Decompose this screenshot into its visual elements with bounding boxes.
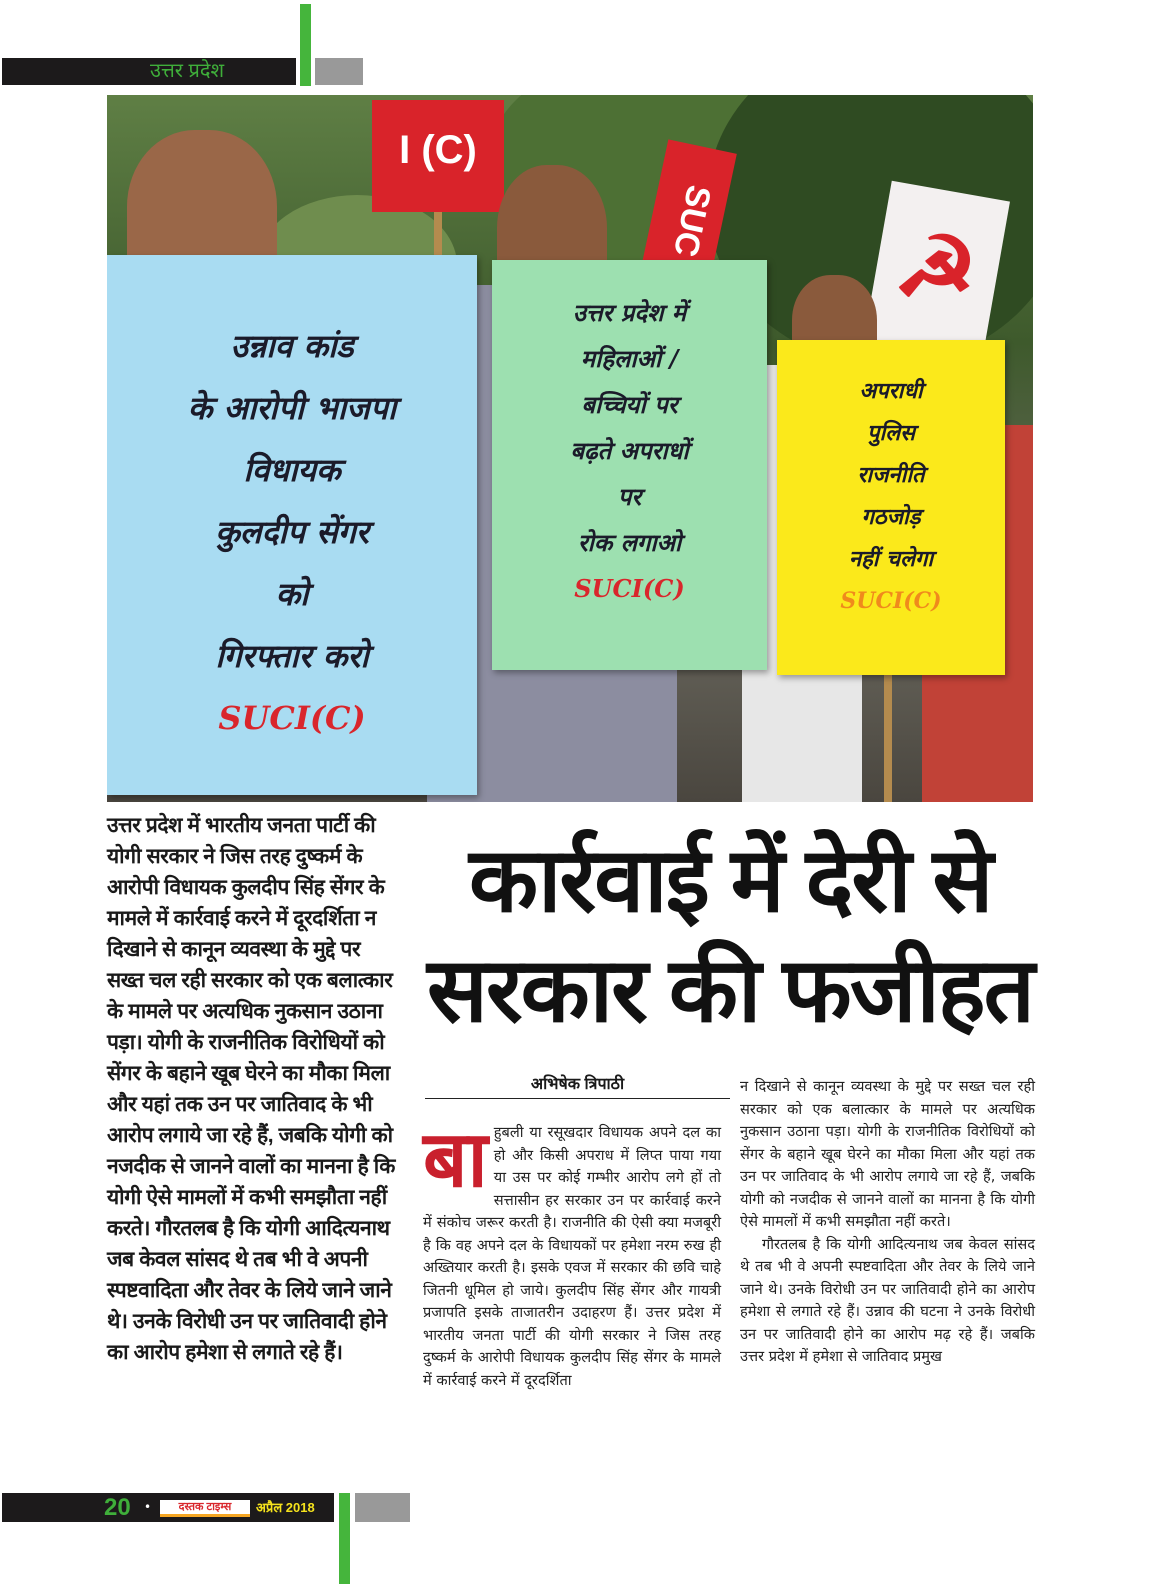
- flag-sign: ☭: [864, 181, 1010, 359]
- footer-bullet: •: [144, 1500, 152, 1514]
- drop-cap: बा: [423, 1115, 488, 1203]
- placard-green: उत्तर प्रदेश में महिलाओं / बच्चियों पर बढ़ते अपराधों पर रोक लगाओ SUCI(C): [492, 260, 767, 670]
- body-paragraph: गौरतलब है कि योगी आदित्यनाथ जब केवल सांसद थे तब भी वे अपनी स्पष्टवादिता और तेवर के लिये जाने जाने थे। उनके विरोधी उन पर जातिवादी होने का आरोप हमेशा से लगाते रहे हैं। उन्नाव की घटना ने उनके विरोधी उन पर जातिवादी होने का आरोप मढ़ रहे हैं। जबकि उत्तर प्रदेश में हमेशा से जातिवाद प्रमुख: [740, 1235, 1035, 1365]
- header-gray-accent: [315, 58, 363, 85]
- body-text-1: हुबली या रसूखदार विधायक अपने दल का हो और किसी अपराध में लिप्त पाया गया या उस पर कोई गम्भीर आरोप लगे हों तो सत्तासीन हर सरकार उन पर कार्रवाई करने में संकोच जरूर करती है। राजनीति की ऐसी क्या मजबूरी है कि वह अपने दल के विधायकों पर हमेशा नरम रुख ही अख्तियार करती है। इसके एवज में सरकार की छवि चाहे जितनी धूमिल हो जाये। कुलदीप सिंह सेंगर और गायत्री प्रजापति इसके ताजातरीन उदाहरण हैं। उत्तर प्रदेश में भारतीय जनता पार्टी की योगी सरकार ने जिस तरह दुष्कर्म के आरोपी विधायक कुलदीप सिंह सेंगर के मामले में कार्रवाई करने में दूरदर्शिता: [423, 1124, 721, 1389]
- body-column-1: [423, 1115, 721, 1392]
- magazine-logo: दस्तक टाइम्स: [160, 1500, 250, 1517]
- body-column-2: [740, 1076, 1035, 1369]
- headline-line-2: सरकार की फजीहत: [427, 941, 1033, 1041]
- article-headline: [420, 826, 1040, 1046]
- headline-line-1: कार्रवाई में देरी से: [469, 831, 992, 931]
- placard-yellow: अपराधी पुलिस राजनीति गठजोड़ नहीं चलेगा SUCI(C): [777, 340, 1005, 675]
- protest-photo: [107, 95, 1033, 802]
- intro-summary: उत्तर प्रदेश में भारतीय जनता पार्टी की योगी सरकार ने जिस तरह दुष्कर्म के आरोपी विधायक कुलदीप सिंह सेंगर के मामले में कार्रवाई करने में दूरदर्शिता न दिखाने से कानून व्यवस्था के मुद्दे पर सख्त चल रही सरकार को एक बलात्कार के मामले पर अत्यधिक नुकसान उठाना पड़ा। योगी के राजनीतिक विरोधियों को सेंगर के बहाने खूब घेरने का मौका मिला और यहां तक उन पर जातिवाद के भी आरोप लगाये जा रहे हैं, जबकि योगी को नजदीक से जानने वालों का मानना है कि योगी ऐसे मामलों में कभी समझौता नहीं करते। गौरतलब है कि योगी आदित्यनाथ जब केवल सांसद थे तब भी वे अपनी स्पष्टवादिता और तेवर के लिये जाने जाने थे। उनके विरोधी उन पर जातिवादी होने का आरोप हमेशा से लगाते रहे हैं।: [107, 814, 395, 1364]
- placard-blue: उन्नाव कांड के आरोपी भाजपा विधायक कुलदीप सेंगर को गिरफ्तार करो SUCI(C): [107, 255, 477, 795]
- footer-green-accent: [339, 1493, 350, 1584]
- body-paragraph: न दिखाने से कानून व्यवस्था के मुद्दे पर सख्त चल रही सरकार को एक बलात्कार के मामले पर अत्यधिक नुकसान उठाना पड़ा। योगी के राजनीतिक विरोधियों को सेंगर के बहाने खूब घेरने का मौका मिला और यहां तक उन पर जातिवाद के भी आरोप लगाये जा रहे हैं, जबकि योगी को नजदीक से जानने वालों का मानना है कि योगी ऐसे मामलों में कभी समझौता नहीं करते।: [740, 1078, 1035, 1230]
- section-label: उत्तर प्रदेश: [150, 60, 225, 82]
- red-sign-ic: I (C): [372, 100, 504, 212]
- issue-date: अप्रैल 2018: [256, 1500, 315, 1515]
- section-header-bar: [2, 58, 296, 85]
- red-sign-suc: SUC: [637, 139, 737, 300]
- page-number: 20: [104, 1494, 131, 1521]
- author-byline: अभिषेक त्रिपाठी: [425, 1072, 730, 1099]
- footer-gray-accent: [355, 1493, 410, 1522]
- header-green-accent: [300, 4, 311, 86]
